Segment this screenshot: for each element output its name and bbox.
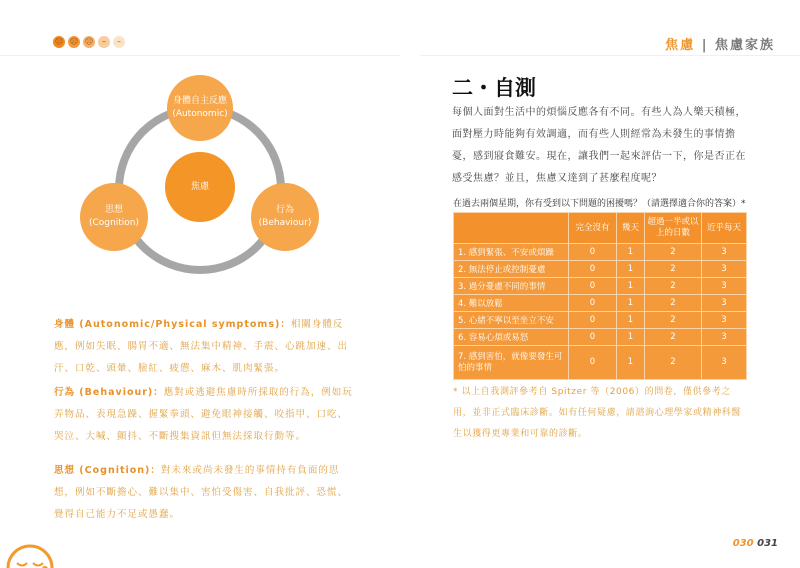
score-option[interactable]: 2 bbox=[645, 329, 702, 346]
sad-face-icon: ☹ bbox=[69, 37, 79, 46]
table-row bbox=[454, 278, 747, 295]
running-head bbox=[665, 34, 775, 53]
table-row bbox=[454, 329, 747, 346]
questionnaire-prompt: 在過去兩個星期，你有受到以下問題的困擾嗎？（請選擇適合你的答案）* bbox=[453, 199, 746, 209]
node-label-en: (Behaviour) bbox=[258, 218, 312, 228]
score-option[interactable]: 0 bbox=[569, 261, 617, 278]
page-numbers bbox=[733, 538, 778, 549]
node-label-en: (Cognition) bbox=[89, 218, 139, 228]
score-option[interactable]: 2 bbox=[645, 261, 702, 278]
anxiety-diagram-ring bbox=[0, 0, 400, 300]
gad7-table bbox=[453, 212, 747, 380]
score-option[interactable]: 0 bbox=[569, 244, 617, 261]
score-option[interactable]: 1 bbox=[617, 244, 645, 261]
item: 7. 感到害怕，就像要發生可怕的事情 bbox=[454, 346, 569, 380]
crying-face-icon bbox=[5, 536, 55, 568]
node-label: 身體自主反應 bbox=[172, 96, 227, 106]
intro-paragraph: 每個人面對生活中的煩惱反應各有不同。有些人為人樂天積極，面對壓力時能夠有效調適，而有些人則經常為未發生的事情擔憂，感到寢食難安。現在，讓我們一起來評估一下，你是否正在感受焦慮？並且，焦慮又達到了甚麼程度呢？ bbox=[452, 107, 746, 184]
definition-autonomic bbox=[54, 314, 354, 380]
sad-face-icon: ☹ bbox=[84, 37, 94, 46]
score-option[interactable]: 1 bbox=[617, 346, 645, 380]
header-cell: 近乎每天 bbox=[702, 213, 747, 244]
score-option[interactable]: 2 bbox=[645, 312, 702, 329]
very-sad-face-icon: ☹ bbox=[54, 37, 64, 46]
header-rule bbox=[420, 55, 800, 56]
definition: 對未來或尚未發生的事情持有負面的思想，例如不斷擔心、難以集中、害怕受傷害、自我批評、恐慌、覺得自己能力不足或愚蠢。 bbox=[54, 465, 349, 520]
header-cell: 幾天 bbox=[617, 213, 645, 244]
table-row bbox=[454, 261, 747, 278]
table-row bbox=[454, 346, 747, 380]
definition-behaviour bbox=[54, 382, 354, 448]
diagram-node-center bbox=[165, 152, 235, 222]
score-option[interactable]: 2 bbox=[645, 346, 702, 380]
score-option[interactable]: 3 bbox=[702, 244, 747, 261]
score-option[interactable]: 0 bbox=[569, 329, 617, 346]
table-row bbox=[454, 244, 747, 261]
term: 行為 (Behaviour)： bbox=[54, 387, 164, 398]
running-head-chapter: 焦慮家族 bbox=[714, 38, 775, 53]
definition-cognition bbox=[54, 460, 354, 526]
node-label: 行為 bbox=[275, 205, 294, 215]
definition: 應對或逃避焦慮時所採取的行為，例如玩弄物品、表現急躁、握緊拳頭、避免眼神接觸、咬指甲、口吃、哭泣、大喊、顫抖、不斷搜集資訊但無法採取行動等。 bbox=[54, 387, 353, 442]
score-option[interactable]: 3 bbox=[702, 295, 747, 312]
node-label-en: (Autonomic) bbox=[172, 109, 228, 119]
item: 2. 無法停止或控制憂慮 bbox=[454, 261, 569, 278]
score-option[interactable]: 0 bbox=[569, 295, 617, 312]
footnote: * 以上自我測評參考自 Spitzer 等（2006）的問卷，僅供參考之用，並非正式臨床診斷。如有任何疑慮，請諮詢心理學家或精神科醫生以獲得更專業和可靠的診斷。 bbox=[453, 387, 742, 439]
table-row bbox=[454, 295, 747, 312]
item: 6. 容易心煩或易怒 bbox=[454, 329, 569, 346]
table-row bbox=[454, 312, 747, 329]
diagram-node-autonomic bbox=[167, 75, 233, 141]
diagram-node-behaviour bbox=[251, 183, 319, 251]
score-option[interactable]: 3 bbox=[702, 329, 747, 346]
page-number-left: 030 bbox=[732, 538, 754, 549]
score-option[interactable]: 0 bbox=[569, 278, 617, 295]
score-option[interactable]: 1 bbox=[617, 312, 645, 329]
score-option[interactable]: 3 bbox=[702, 261, 747, 278]
item: 3. 過分憂慮不同的事情 bbox=[454, 278, 569, 295]
score-option[interactable]: 1 bbox=[617, 261, 645, 278]
item: 5. 心緒不寧以至坐立不安 bbox=[454, 312, 569, 329]
running-head-section: 焦慮 bbox=[665, 38, 696, 53]
diagram-node-cognition bbox=[80, 183, 148, 251]
term: 思想 (Cognition)： bbox=[54, 465, 161, 476]
score-option[interactable]: 3 bbox=[702, 278, 747, 295]
page-number-right: 031 bbox=[757, 538, 778, 549]
neutral-face-icon: – bbox=[113, 36, 125, 48]
header-cell: 完全沒有 bbox=[569, 213, 617, 244]
score-option[interactable]: 1 bbox=[617, 278, 645, 295]
definition: 相關身體反應，例如失眠、腸胃不適、無法集中精神、手震、心跳加速、出汗、口乾、頭暈、臉紅、疲憊、麻木、肌肉緊張。 bbox=[54, 319, 349, 374]
table-header bbox=[454, 213, 747, 244]
separator: | bbox=[701, 38, 709, 53]
score-option[interactable]: 0 bbox=[569, 346, 617, 380]
header-cell bbox=[454, 213, 569, 244]
item: 4. 難以放鬆 bbox=[454, 295, 569, 312]
header-cell: 超過一半或以上的日數 bbox=[645, 213, 702, 244]
term: 身體 (Autonomic/Physical symptoms)： bbox=[54, 319, 291, 330]
score-option[interactable]: 3 bbox=[702, 346, 747, 380]
score-option[interactable]: 2 bbox=[645, 244, 702, 261]
score-option[interactable]: 2 bbox=[645, 278, 702, 295]
score-option[interactable]: 3 bbox=[702, 312, 747, 329]
item: 1. 感到緊張、不安或煩躁 bbox=[454, 244, 569, 261]
neutral-face-icon: – bbox=[98, 36, 110, 48]
section-title: 二・自測 bbox=[452, 76, 536, 100]
node-label: 思想 bbox=[104, 205, 123, 215]
score-option[interactable]: 1 bbox=[617, 295, 645, 312]
node-label: 焦慮 bbox=[190, 181, 209, 192]
score-option[interactable]: 1 bbox=[617, 329, 645, 346]
score-option[interactable]: 2 bbox=[645, 295, 702, 312]
score-option[interactable]: 0 bbox=[569, 312, 617, 329]
